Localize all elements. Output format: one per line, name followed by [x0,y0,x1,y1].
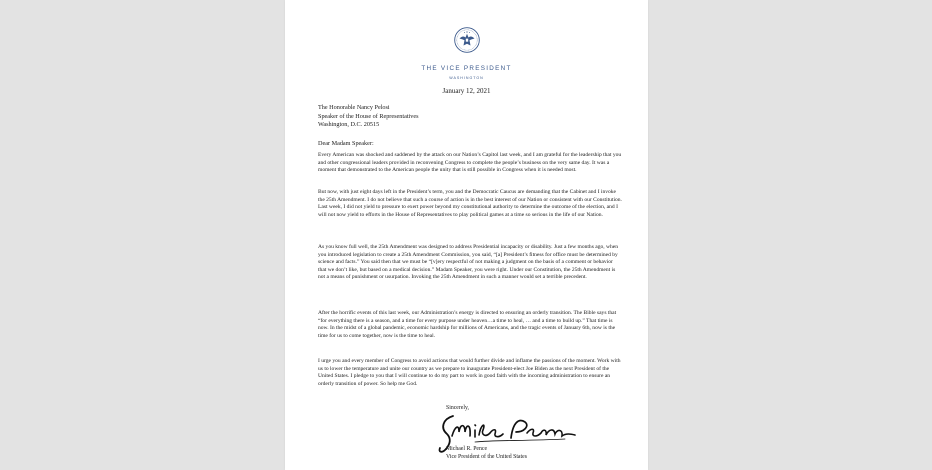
recipient-address [318,104,419,130]
letterhead-title: THE VICE PRESIDENT [421,65,512,72]
vice-presidential-seal-icon [454,27,480,53]
recipient-city: Washington, D.C. 20515 [318,121,380,129]
body-paragraph: Every American was shocked and saddened by the attack on our Nation’s Capitol last week, and I am grateful for the leadership that you and other congressional leaders provided in reconvening Congress to complete the people’s business on the very same day. It was a moment that demonstrated to the American people the unity that is still possible in Congress when it is needed most. [318,152,622,174]
body-paragraph: As you know full well, the 25th Amendment was designed to address Presidential incapacity or disability. Just a few months ago, when you introduced legislation to create a 25th Amendment Commission, you said, “[a] President’s fitness for office must be determined by science and facts.” You said then that we must be “[v]ery respectful of not making a judgment on the basis of a comment or behavior that we don’t like, but based on a medical decision.” Madam Speaker, you were right. Under our Constitution, the 25th Amendment is not a means of punishment or usurpation. Invoking the 25th Amendment in such a manner would set a terrible precedent. [318,244,619,281]
letter-page [285,0,648,470]
body-paragraph: But now, with just eight days left in the President’s term, you and the Democratic Caucus are demanding that the Cabinet and I invoke the 25th Amendment. I do not believe that such a course of action is in the best interest of our Nation or consistent with our Constitution. Last week, I did not yield to pressure to exert power beyond my constitutional authority to determine the outcome of the election, and I will not now yield to efforts in the House of Representatives to play political games at a time so serious in the life of our Nation. [318,189,622,218]
letterhead-subtitle: WASHINGTON [449,76,484,80]
closing: Sincerely, [446,405,469,411]
body-paragraph: I urge you and every member of Congress to avoid actions that would further divide and inflame the passions of the moment. Work with us to lower the temperature and unite our country as we prepare to inaugurate President-elect Joe Biden as the next President of the United States. I pledge to you that I will continue to do my part to work in good faith with the incoming administration to ensure an orderly transition of power. So help me God. [318,358,621,387]
recipient-title: Speaker of the House of Representatives [318,112,419,120]
letter-date: January 12, 2021 [442,87,491,95]
recipient-name: The Honorable Nancy Pelosi [318,104,390,111]
signatory-title: Vice President of the United States [446,454,527,460]
body-paragraph: After the horrific events of this last week, our Administration’s energy is directed to ensuring an orderly transition. The Bible says that “for everything there is a season, and a time for every purpose under heaven…a time to heal, … and a time to build up.” That time is now. In the midst of a global pandemic, economic hardship for millions of Americans, and the tragic events of January 6th, now is the time for us to come together, now is the time to heal. [318,310,617,339]
signatory-name: Michael R. Pence [446,446,488,452]
salutation: Dear Madam Speaker: [318,140,374,147]
